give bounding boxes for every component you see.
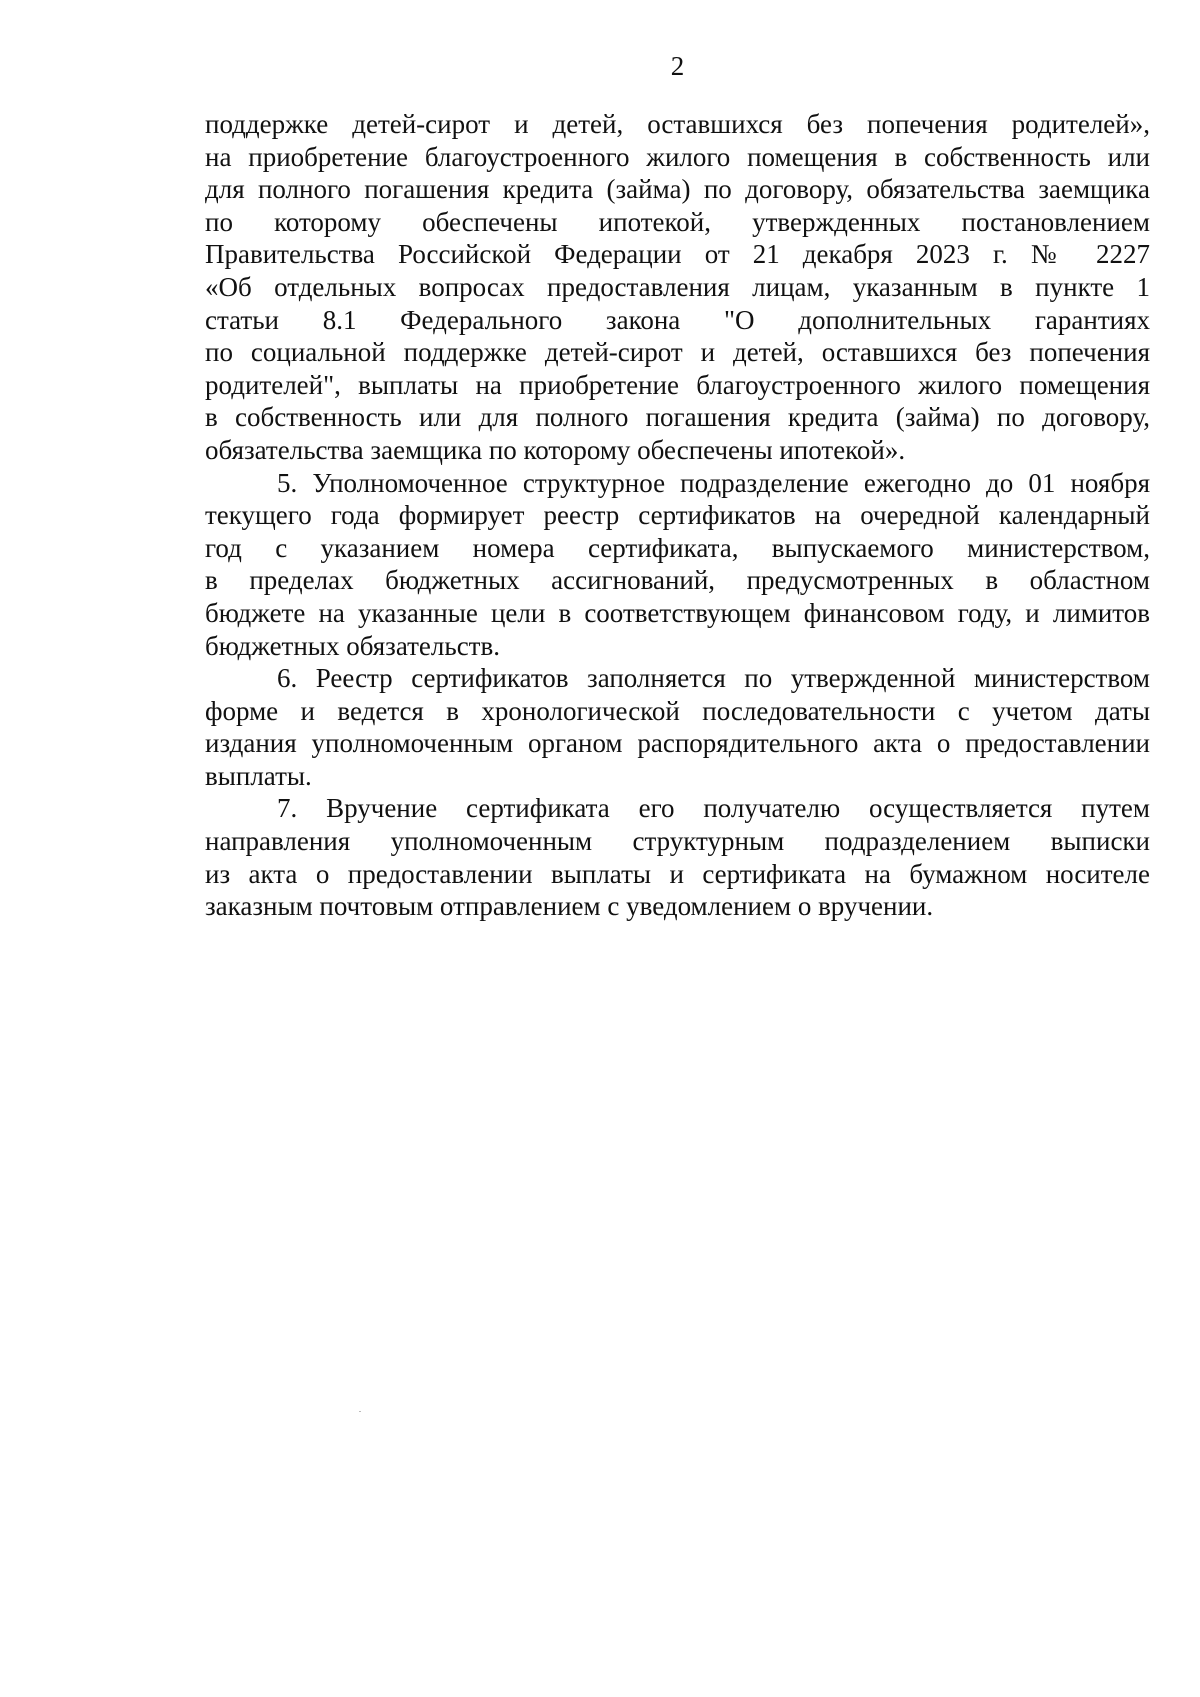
text-line: в собственность или для полного погашения кредита (займа) по договору, (205, 402, 1150, 433)
text-line: на приобретение благоустроенного жилого помещения в собственность или (205, 141, 1150, 172)
paragraph-7 (205, 792, 1150, 922)
page-number: 2 (670, 51, 685, 81)
text-line: год с указанием номера сертификата, выпускаемого министерством, (205, 532, 1150, 563)
text-line: выплаты. (205, 760, 312, 791)
scan-speck (359, 1411, 361, 1412)
text-line: для полного погашения кредита (займа) по договору, обязательства заемщика (205, 174, 1150, 205)
text-line: 6. Реестр сертификатов заполняется по утвержденной министерством (277, 663, 1150, 694)
paragraph-continuation (205, 108, 1150, 467)
text-line: поддержке детей-сирот и детей, оставшихся без попечения родителей», (205, 109, 1150, 139)
text-line: Правительства Российской Федерации от 21 декабря 2023 г. № 2227 (205, 239, 1150, 270)
text-line: обязательства заемщика по которому обеспечены ипотекой». (205, 434, 906, 465)
text-line: издания уполномоченным органом распорядительного акта о предоставлении (205, 728, 1150, 759)
document-body (205, 108, 1150, 923)
text-line: из акта о предоставлении выплаты и сертификата на бумажном носителе (205, 858, 1150, 889)
text-line: 7. Вручение сертификата его получателю осуществляется путем (277, 793, 1150, 824)
text-line: бюджетных обязательств. (205, 630, 500, 661)
text-line: 5. Уполномоченное структурное подразделение ежегодно до 01 ноября (277, 467, 1150, 498)
text-line: по социальной поддержке детей-сирот и детей, оставшихся без попечения (205, 337, 1150, 368)
text-line: текущего года формирует реестр сертификатов на очередной календарный (205, 500, 1150, 531)
text-line: статьи 8.1 Федерального закона "О дополнительных гарантиях (205, 304, 1150, 335)
paragraph-6 (205, 662, 1150, 792)
text-line: по которому обеспечены ипотекой, утвержденных постановлением (205, 206, 1150, 237)
text-line: форме и ведется в хронологической последовательности с учетом даты (205, 695, 1150, 726)
text-line: бюджете на указанные цели в соответствующем финансовом году, и лимитов (205, 597, 1150, 628)
paragraph-5 (205, 467, 1150, 663)
text-line: в пределах бюджетных ассигнований, предусмотренных в областном (205, 565, 1150, 596)
text-line: направления уполномоченным структурным подразделением выписки (205, 826, 1150, 857)
text-line: «Об отдельных вопросах предоставления лицам, указанным в пункте 1 (205, 271, 1150, 302)
text-line: родителей", выплаты на приобретение благоустроенного жилого помещения (205, 369, 1150, 400)
text-line: заказным почтовым отправлением с уведомлением о вручении. (205, 891, 934, 922)
